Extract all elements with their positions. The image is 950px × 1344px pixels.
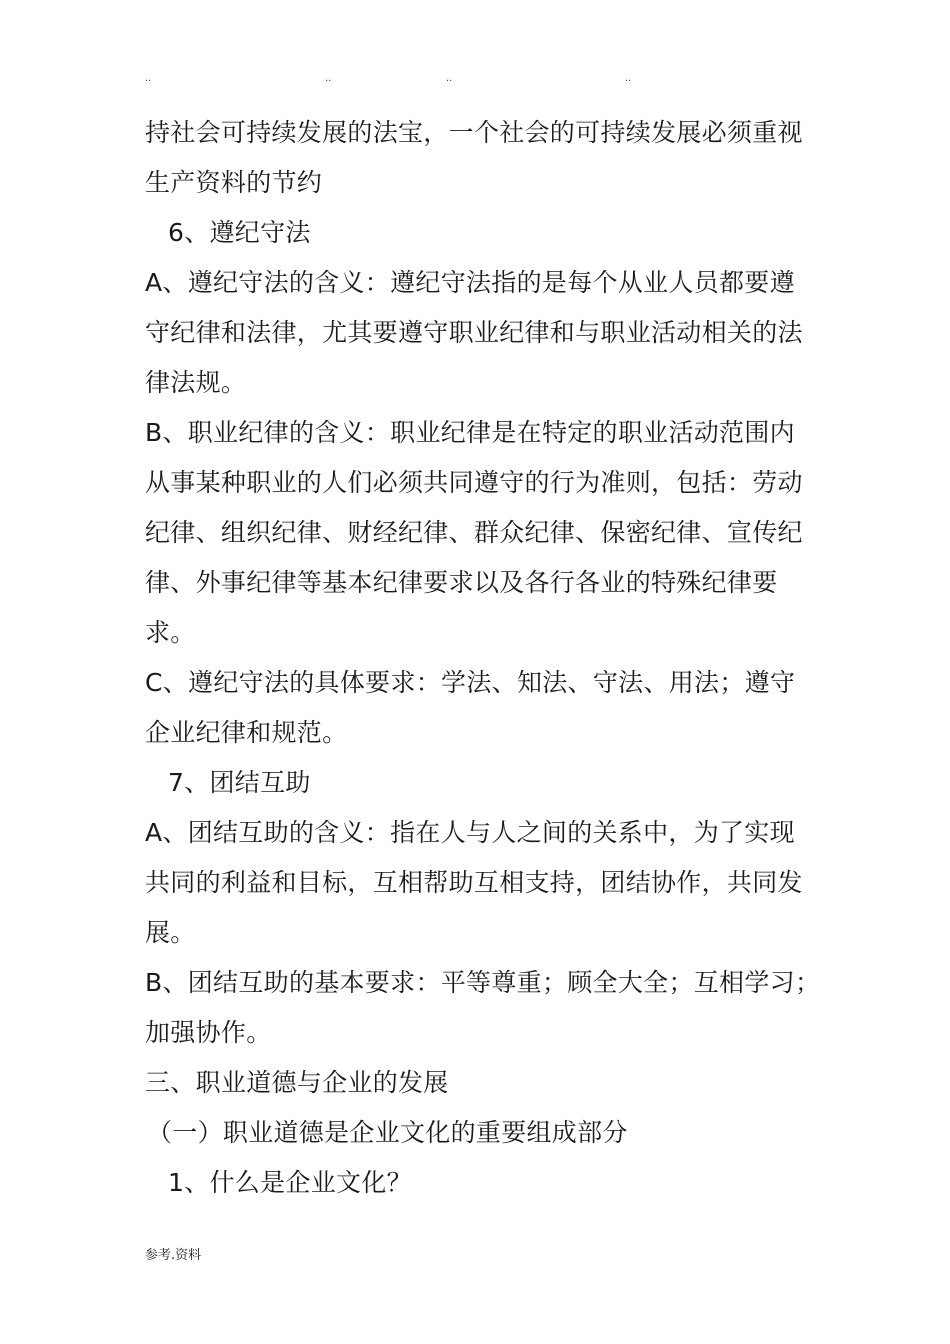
header-mark: .. — [625, 73, 632, 84]
section-heading: 1、什么是企业文化？ — [168, 1168, 412, 1197]
header-mark: .. — [145, 73, 152, 84]
paragraph-line: 展。 — [145, 918, 196, 947]
chapter-heading: 三、职业道德与企业的发展 — [145, 1068, 449, 1097]
header-mark: .. — [325, 73, 332, 84]
paragraph-line: 生产资料的节约 — [145, 168, 323, 197]
paragraph-line: 共同的利益和目标，互相帮助互相支持，团结协作，共同发 — [145, 868, 803, 897]
paragraph-line: 守纪律和法律，尤其要遵守职业纪律和与职业活动相关的法 — [145, 318, 803, 347]
paragraph-line: C、遵纪守法的具体要求：学法、知法、守法、用法；遵守 — [145, 668, 796, 697]
paragraph-line: 纪律、组织纪律、财经纪律、群众纪律、保密纪律、宣传纪 — [145, 518, 803, 547]
document-body — [145, 108, 825, 1208]
page-footer: 参考.资料 — [145, 1248, 202, 1263]
paragraph-line: B、职业纪律的含义：职业纪律是在特定的职业活动范围内 — [145, 418, 795, 447]
section-heading: 7、团结互助 — [168, 768, 311, 797]
paragraph-line: 律法规。 — [145, 368, 247, 397]
paragraph-line: 律、外事纪律等基本纪律要求以及各行各业的特殊纪律要 — [145, 568, 778, 597]
subsection-heading: （一）职业道德是企业文化的重要组成部分 — [147, 1118, 628, 1147]
paragraph-line: A、遵纪守法的含义：遵纪守法指的是每个从业人员都要遵 — [145, 268, 795, 297]
paragraph-line: 企业纪律和规范。 — [145, 718, 348, 747]
paragraph-line: B、团结互助的基本要求：平等尊重；顾全大全；互相学习； — [145, 968, 821, 997]
section-heading: 6、遵纪守法 — [168, 218, 311, 247]
header-mark: .. — [446, 73, 453, 84]
paragraph-line: 加强协作。 — [145, 1018, 272, 1047]
paragraph-line: 持社会可持续发展的法宝，一个社会的可持续发展必须重视 — [145, 118, 803, 147]
paragraph-line: A、团结互助的含义：指在人与人之间的关系中，为了实现 — [145, 818, 795, 847]
paragraph-line: 求。 — [145, 618, 196, 647]
paragraph-line: 从事某种职业的人们必须共同遵守的行为准则，包括：劳动 — [145, 468, 803, 497]
page-header-marks — [0, 72, 950, 86]
